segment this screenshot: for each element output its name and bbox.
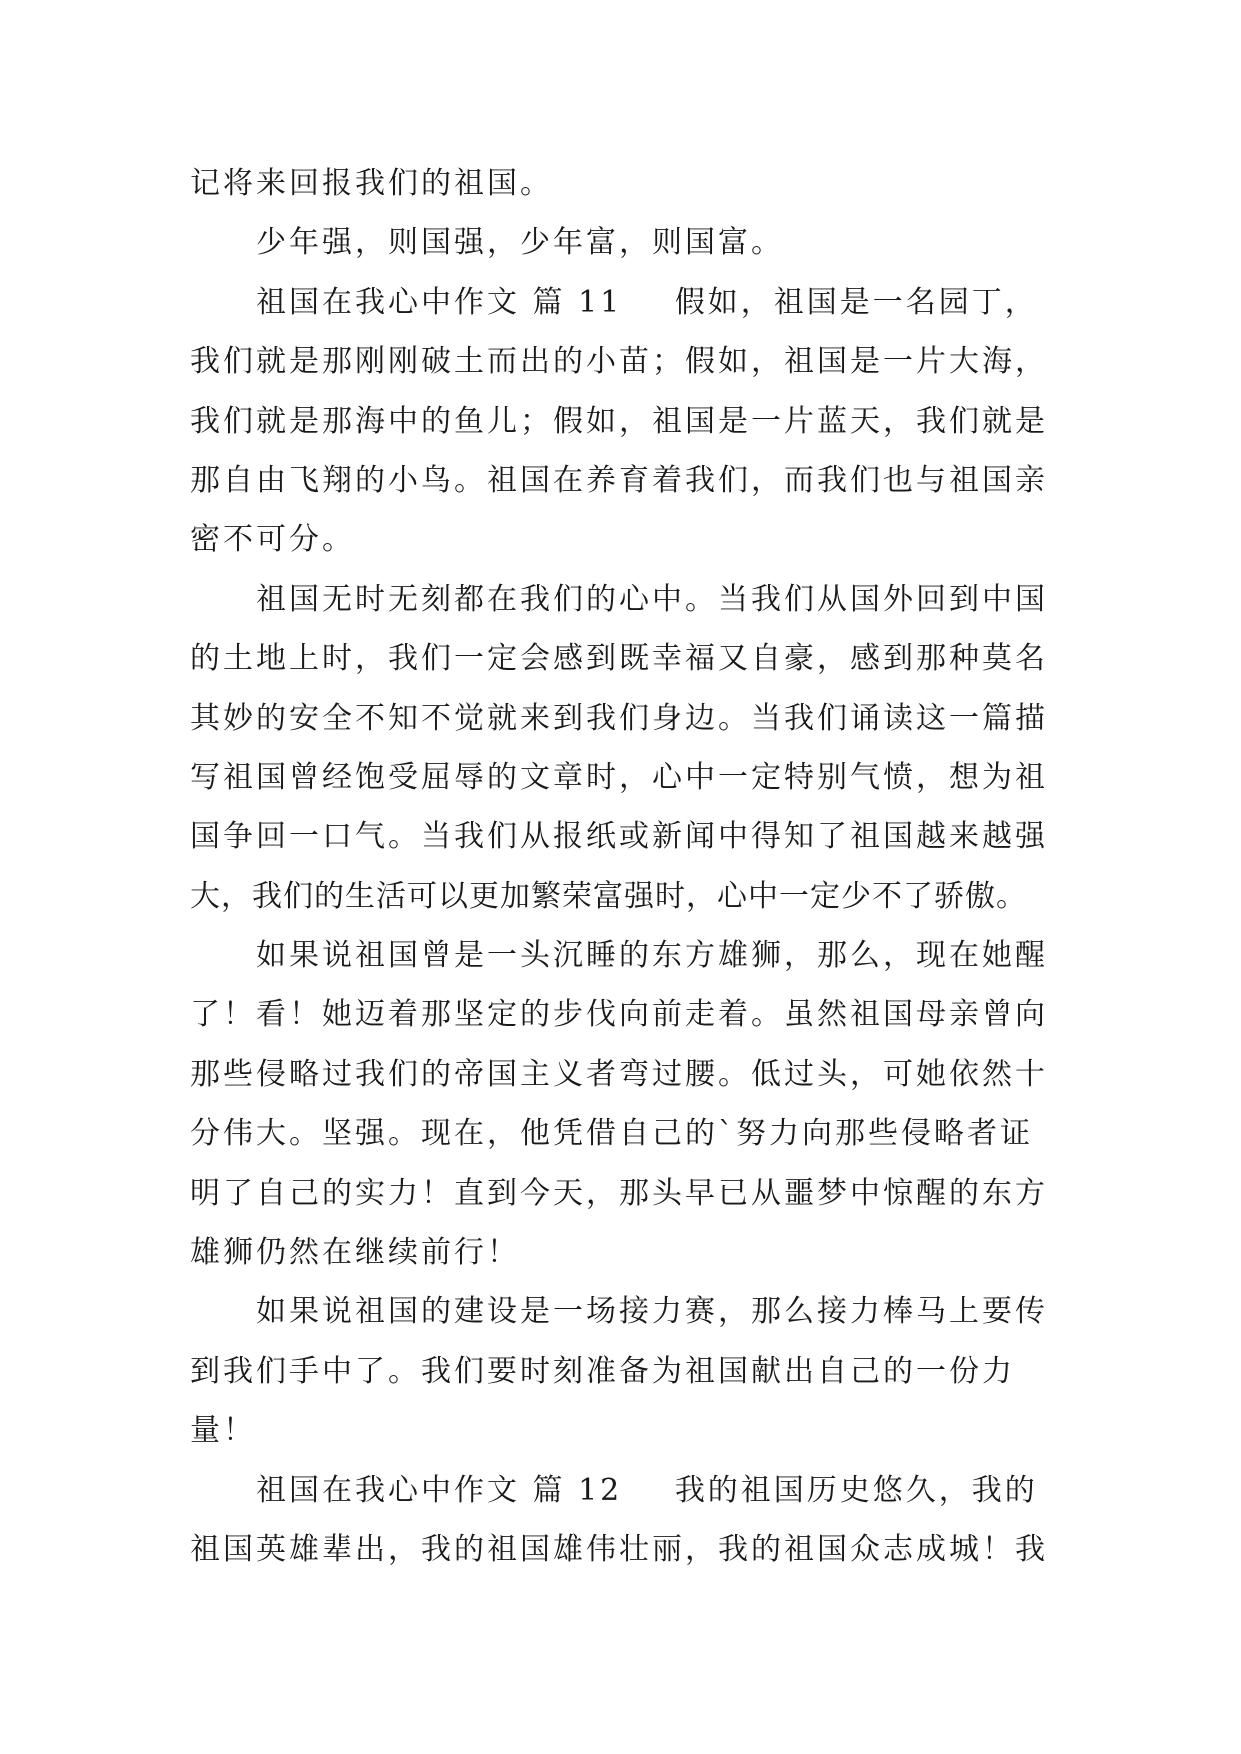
text-line: 的土地上时，我们一定会感到既幸福又自豪，感到那种莫名 [190, 641, 1048, 677]
text-line: 如果说祖国曾是一头沉睡的东方雄狮，那么，现在她醒 [256, 938, 1048, 974]
section-heading-12 [190, 1461, 1060, 1520]
essay-body [190, 154, 1060, 1579]
text-line: 我们就是那刚刚破土而出的小苗；假如，祖国是一片大海， [190, 344, 1048, 380]
text-line: 分伟大。坚强。现在，他凭借自己的`努力向那些侵略者证 [190, 1116, 1033, 1152]
section-heading-11 [190, 273, 1060, 332]
section-number: 篇 11 [532, 284, 623, 320]
text-line: 明了自己的实力！直到今天，那头早已从噩梦中惊醒的东方 [190, 1175, 1048, 1211]
text-line: 其妙的安全不知不觉就来到我们身边。当我们诵读这一篇描 [190, 700, 1048, 736]
section-title: 祖国在我心中作文 [256, 1472, 520, 1508]
section-number: 篇 12 [532, 1472, 623, 1508]
text-line: 那自由飞翔的小鸟。祖国在养育着我们，而我们也与祖国亲 [190, 462, 1048, 498]
text-line: 记将来回报我们的祖国。 [190, 166, 553, 201]
section-opening-text: 假如，祖国是一名园丁， [674, 284, 1038, 320]
text-line: 密不可分。 [190, 522, 355, 558]
text-line: 写祖国曾经饱受屈辱的文章时，心中一定特别气愤，想为祖 [190, 759, 1048, 795]
section-opening-text: 我的祖国历史悠久，我的 [674, 1472, 1038, 1508]
text-line: 祖国无时无刻都在我们的心中。当我们从国外回到中国 [256, 581, 1048, 617]
text-line: 那些侵略过我们的帝国主义者弯过腰。低过头，可她依然十 [190, 1056, 1048, 1092]
text-line: 大，我们的生活可以更加繁荣富强时，心中一定少不了骄傲。 [190, 878, 1027, 914]
text-line: 祖国英雄辈出，我的祖国雄伟壮丽，我的祖国众志成城！我 [190, 1531, 1048, 1567]
text-line: 如果说祖国的建设是一场接力赛，那么接力棒马上要传 [256, 1294, 1048, 1330]
text-line: 我们就是那海中的鱼儿；假如，祖国是一片蓝天，我们就是 [190, 403, 1048, 439]
text-line: 少年强，则国强，少年富，则国富。 [256, 225, 784, 261]
text-line: 了！看！她迈着那坚定的步伐向前走着。虽然祖国母亲曾向 [190, 997, 1048, 1033]
section-title: 祖国在我心中作文 [256, 284, 520, 320]
text-line: 到我们手中了。我们要时刻准备为祖国献出自己的一份力 [190, 1353, 1015, 1389]
text-line: 国争回一口气。当我们从报纸或新闻中得知了祖国越来越强 [190, 819, 1048, 855]
text-line: 雄狮仍然在继续前行！ [190, 1235, 520, 1271]
text-line: 量！ [190, 1413, 256, 1449]
